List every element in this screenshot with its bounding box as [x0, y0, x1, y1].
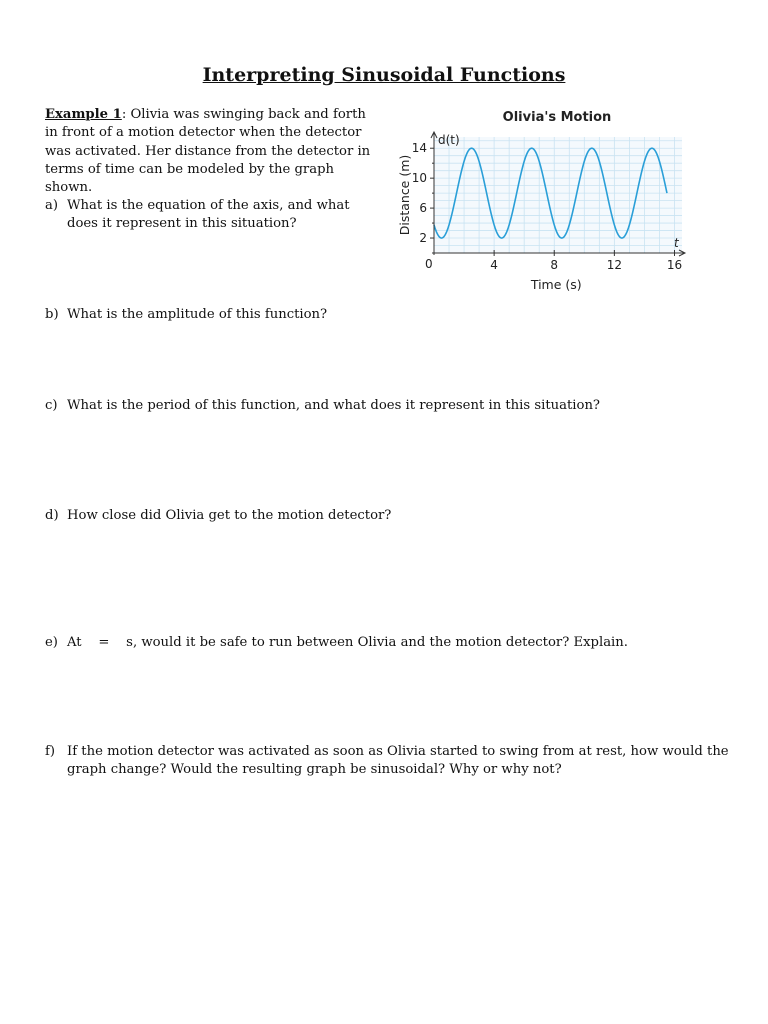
y-tick-label: 6 [419, 201, 427, 216]
x-tick-label: 16 [666, 258, 683, 272]
question-c [45, 397, 745, 415]
question-text: If the motion detector was activated as soon as Olivia started to swing from at rest, how would the graph change? Would the resulting graph be sinusoidal? Why or why not? [67, 744, 729, 778]
x-tick-label: 8 [550, 258, 559, 272]
question-label: c) [45, 398, 58, 413]
question-label: b) [45, 307, 59, 322]
origin-label: 0 [425, 257, 433, 271]
x-tick-label: 12 [606, 258, 623, 272]
question-text: How close did Olivia get to the motion detector? [67, 508, 392, 523]
question-a [45, 197, 370, 234]
example-intro [45, 106, 375, 197]
question-d [45, 507, 745, 525]
x-variable-label: t [674, 236, 679, 250]
question-label: e) [45, 635, 58, 650]
question-f [45, 743, 745, 780]
page-title: Interpreting Sinusoidal Functions [202, 64, 566, 86]
y-tick-label: 10 [411, 171, 427, 186]
example-label: Example 1 [45, 107, 122, 122]
question-text: What is the period of this function, and what does it represent in this situation? [67, 398, 601, 413]
question-label: d) [45, 508, 59, 523]
y-variable-label: d(t) [438, 133, 460, 147]
x-tick-label: 4 [490, 258, 498, 272]
y-tick-label: 2 [419, 231, 427, 246]
question-text: At = s, would it be safe to run between Olivia and the motion detector? Explain. [67, 635, 628, 650]
question-e [45, 634, 745, 652]
question-text: What is the equation of the axis, and what does it represent in this situation? [67, 198, 350, 232]
question-label: a) [45, 198, 59, 213]
y-axis-label: Distance (m) [397, 154, 412, 236]
y-tick-label: 14 [411, 141, 427, 156]
question-label: f) [45, 744, 56, 759]
example-text: : Olivia was swinging back and forth in front of a motion detector when the detector was activated. Her distance from the detector in terms of time can be modeled by the graph shown. [45, 107, 371, 196]
olivias-motion-chart [385, 104, 695, 299]
question-text: What is the amplitude of this function? [67, 307, 328, 322]
question-b [45, 306, 745, 324]
chart-title: Olivia's Motion [502, 110, 612, 125]
x-axis-label: Time (s) [530, 277, 582, 292]
